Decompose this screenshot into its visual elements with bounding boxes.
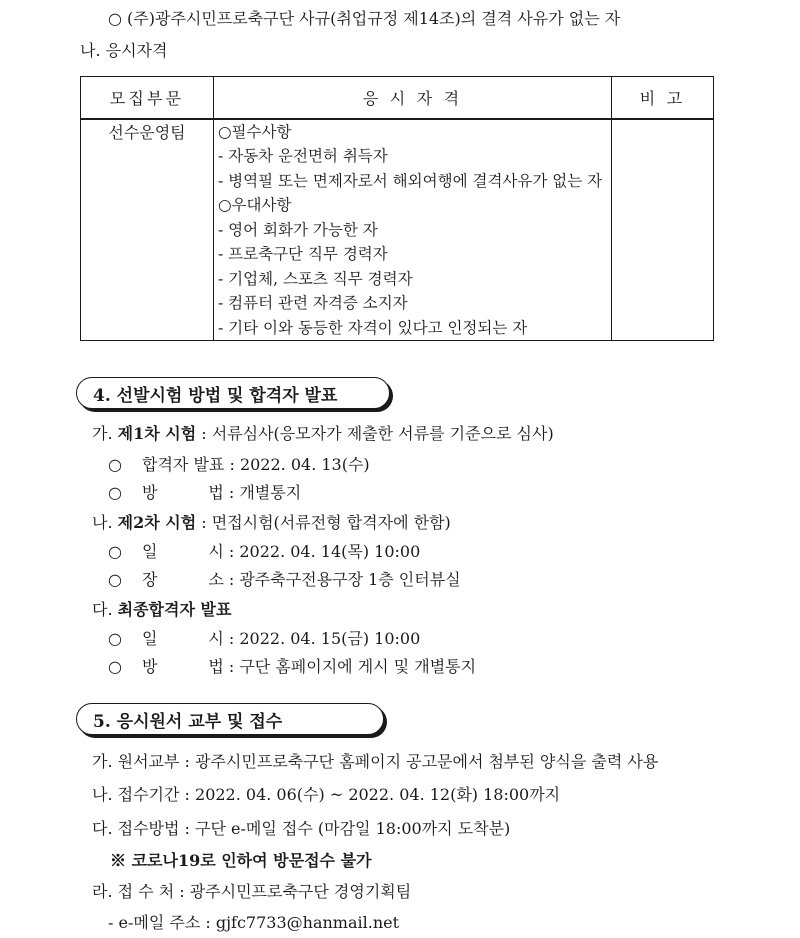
item-value: : 2022. 04. 13(수) bbox=[224, 455, 370, 474]
item-key: 방 법 bbox=[142, 657, 224, 676]
circle-bullet: ○ bbox=[108, 455, 122, 474]
final-result-prefix: 다. bbox=[92, 600, 118, 619]
qualification-item: - 영어 회화가 가능한 자 bbox=[218, 220, 378, 239]
list-item: 다. 접수방법 : 구단 e-메일 접수 (마감일 18:00까지 도착분) bbox=[92, 819, 511, 838]
qualifications-cell bbox=[214, 119, 612, 341]
second-exam-prefix: 나. bbox=[92, 513, 118, 532]
first-exam-desc: : 서류심사(응모자가 제출한 서류를 기준으로 심사) bbox=[196, 424, 554, 443]
item-value: : 구단 홈페이지에 게시 및 개별통지 bbox=[223, 657, 477, 676]
final-result-label: 최종합격자 발표 bbox=[117, 600, 232, 619]
item-value: : 2022. 04. 15(금) 10:00 bbox=[223, 629, 421, 648]
remarks-cell bbox=[612, 119, 714, 341]
email-line: - e-메일 주소 : gjfc7733@hanmail.net bbox=[108, 913, 400, 932]
qualification-table bbox=[80, 76, 714, 341]
list-item bbox=[108, 480, 301, 503]
second-exam-desc: : 면접시험(서류전형 합격자에 한함) bbox=[196, 513, 451, 532]
qualification-item: ○필수사항 bbox=[218, 122, 292, 141]
first-exam-line bbox=[92, 421, 554, 444]
first-exam-prefix: 가. bbox=[92, 424, 118, 443]
list-item bbox=[108, 567, 461, 590]
list-item: 라. 접 수 처 : 광주시민프로축구단 경영기획팀 bbox=[92, 882, 412, 901]
subheading-qualifications: 나. 응시자격 bbox=[80, 41, 168, 60]
second-exam-line bbox=[92, 510, 451, 533]
circle-bullet: ○ bbox=[108, 657, 122, 676]
qualification-item: - 프로축구단 직무 경력자 bbox=[218, 245, 388, 263]
item-key: 방 법 bbox=[142, 483, 224, 502]
list-item: 가. 원서교부 : 광주시민프로축구단 홈페이지 공고문에서 첨부된 양식을 출력 사용 bbox=[92, 752, 659, 771]
list-item bbox=[108, 626, 420, 649]
item-value: : 광주축구전용구장 1층 인터뷰실 bbox=[223, 570, 461, 589]
header-qualifications: 응 시 자 격 bbox=[214, 77, 612, 119]
table-header-row bbox=[81, 77, 714, 119]
final-result-line bbox=[92, 597, 231, 620]
list-item: 나. 접수기간 : 2022. 04. 06(수) ~ 2022. 04. 12(화) 18:00까지 bbox=[92, 785, 561, 804]
qualification-item: - 기업체, 스포츠 직무 경력자 bbox=[218, 269, 413, 288]
list-item bbox=[108, 654, 476, 677]
department-cell: 선수운영팀 bbox=[81, 119, 214, 341]
qualification-item: ○우대사항 bbox=[218, 196, 292, 214]
item-key: 합격자 발표 bbox=[142, 455, 225, 474]
circle-bullet: ○ bbox=[108, 629, 122, 648]
list-item bbox=[108, 452, 370, 475]
circle-bullet: ○ bbox=[108, 570, 122, 589]
item-value: : 2022. 04. 14(목) 10:00 bbox=[223, 542, 421, 561]
header-department: 모집부문 bbox=[81, 77, 214, 119]
item-value: : 개별통지 bbox=[223, 483, 302, 502]
first-exam-label: 제1차 시험 bbox=[117, 424, 197, 443]
table-row bbox=[81, 119, 714, 341]
second-exam-label: 제2차 시험 bbox=[117, 513, 197, 532]
disqualification-criteria: ○ (주)광주시민프로축구단 사규(취업규정 제14조)의 결격 사유가 없는 자 bbox=[108, 9, 621, 28]
circle-bullet: ○ bbox=[108, 483, 122, 502]
qualification-item: - 기타 이와 동등한 자격이 있다고 인정되는 자 bbox=[218, 318, 528, 337]
item-key: 장 소 bbox=[142, 570, 224, 589]
section-4-title: 4. 선발시험 방법 및 합격자 발표 bbox=[76, 377, 390, 409]
header-remarks: 비 고 bbox=[612, 77, 714, 119]
qualification-item: - 컴퓨터 관련 자격증 소지자 bbox=[218, 294, 408, 312]
qualification-item: - 자동차 운전면허 취득자 bbox=[218, 147, 388, 165]
list-item bbox=[108, 539, 420, 562]
item-key: 일 시 bbox=[142, 629, 224, 648]
notice-no-visit: ※ 코로나19로 인하여 방문접수 불가 bbox=[110, 851, 372, 870]
qualification-item: - 병역필 또는 면제자로서 해외여행에 결격사유가 없는 자 bbox=[218, 171, 603, 190]
circle-bullet: ○ bbox=[108, 542, 122, 561]
item-key: 일 시 bbox=[142, 542, 224, 561]
section-5-title: 5. 응시원서 교부 및 접수 bbox=[76, 703, 384, 735]
